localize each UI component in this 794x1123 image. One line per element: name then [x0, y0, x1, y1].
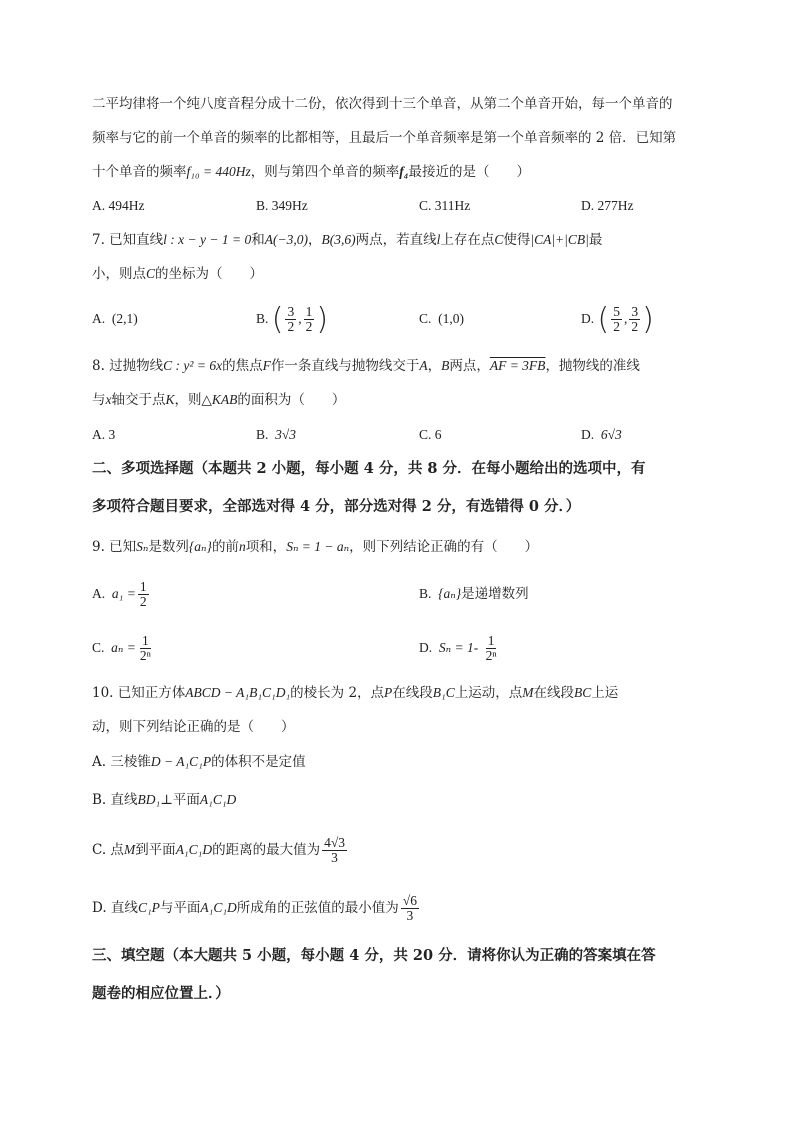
q9-n: n — [238, 539, 246, 554]
q7-text-f: 使得 — [503, 232, 531, 248]
q10-option-d-plane: A₁C₁D — [200, 900, 237, 915]
q10-stem-line1 — [92, 683, 618, 703]
q9-option-b — [419, 584, 529, 604]
q9-option-c-lhs: aₙ = — [111, 640, 136, 655]
q10-option-b — [92, 790, 236, 810]
q8-triangle-kab: KAB — [211, 392, 238, 407]
q10-option-b-line: BD₁ — [137, 792, 161, 807]
q10-option-b-text-b: ⊥平面 — [160, 792, 200, 808]
q8-point-b: B — [441, 358, 450, 373]
q10-option-c-plane: A₁C₁D — [175, 842, 213, 857]
q9-option-b-text: 是递增数列 — [461, 586, 529, 602]
q9-option-b-label: B. — [419, 586, 432, 601]
q10-text-c: 在线段 — [392, 685, 433, 701]
q6-freq4: f₄ — [399, 164, 409, 179]
q10-text-a: 10. 已知正方体 — [92, 685, 186, 701]
q8-option-b-label: B. — [256, 427, 269, 442]
q8-option-d-value: 6√3 — [600, 427, 622, 442]
q7-text-g: 最 — [588, 232, 603, 248]
q7-option-d-frac2: $\frac{3}{2}$ — [631, 304, 639, 335]
q8-option-d — [581, 425, 622, 445]
q8-text-b: 的焦点 — [222, 358, 263, 374]
q7-option-b: B. ( $\frac{3}{2}$ , $\frac{1}{2}$ ) — [256, 301, 329, 337]
q7-option-a-value: (2,1) — [111, 311, 138, 326]
q6-option-a: A. 494Hz — [92, 198, 145, 213]
q7-text-e: 上存在点 — [440, 232, 495, 248]
q10-text-b: 的棱长为 2，点 — [290, 685, 385, 701]
q10-option-d-line: C₁P — [137, 900, 160, 915]
q9-option-c-frac: $\frac{1}{\text{2ⁿ}}$ — [139, 633, 151, 664]
q10-option-d-frac: $\frac{√6}{3}$ — [402, 893, 417, 923]
q8-option-b — [256, 425, 296, 445]
q10-option-d-text-a: D. 直线 — [92, 900, 138, 916]
q8-option-a: A. 3 — [92, 427, 116, 442]
q8-vector-relation: AF = 3FB — [489, 358, 546, 373]
q8-line2-text-d: 的面积为（ ） — [237, 392, 346, 408]
q10-option-a-pyramid: D − A₁C₁P — [150, 754, 212, 769]
q9-sequence: {aₙ} — [188, 539, 212, 554]
q7-text-a: 7. 已知直线 — [92, 232, 164, 248]
section-3-heading-line2: 题卷的相应位置上．） — [92, 985, 230, 1002]
q7-line-equation: l : x − y − 1 = 0 — [163, 232, 252, 247]
q10-option-d-text-c: 所成角的正弦值的最小值为 — [236, 900, 399, 916]
q7-line2-text-b: 的坐标为（ ） — [155, 266, 264, 282]
q7-line2-point-c: C — [146, 266, 156, 281]
q6-text-line3 — [92, 162, 530, 182]
q7-option-d: D. ( $\frac{5}{2}$ , $\frac{3}{2}$ ) — [581, 301, 654, 337]
q7-option-a-label: A. — [92, 311, 106, 326]
q7-stem-line2 — [92, 264, 263, 284]
q9-text-c: 的前 — [211, 539, 239, 555]
q10-point-p: P — [384, 685, 393, 700]
q10-option-a — [92, 752, 306, 772]
q10-segment-bc: BC — [574, 685, 592, 700]
q7-line2-text-a: 小，则点 — [92, 266, 146, 282]
q8-text-e: 两点， — [449, 358, 490, 374]
q6-freq10: f₁₀ = 440Hz — [186, 164, 251, 179]
q10-cube: ABCD − A₁B₁C₁D₁ — [185, 685, 291, 700]
q9-option-c — [92, 628, 155, 668]
q10-text-d: 上运动，点 — [454, 685, 523, 701]
q10-option-a-text-a: A. 三棱锥 — [92, 754, 151, 770]
q9-text-b: 是数列 — [148, 539, 189, 555]
q8-option-b-value: 3√3 — [275, 427, 297, 442]
q10-option-c-point: M — [123, 842, 136, 857]
q9-option-a-label: A. — [92, 586, 106, 601]
q6-option-b: B. 349Hz — [256, 198, 308, 213]
q7-point-a: A(−3,0) — [264, 232, 308, 247]
q8-text-c: 作一条直线与抛物线交于 — [270, 358, 420, 374]
q7-option-b-label: B. — [256, 311, 269, 326]
q9-text-e: ，则下列结论正确的有（ ） — [349, 539, 539, 555]
q9-sn: Sₙ — [136, 539, 149, 554]
q6-option-d: D. 277Hz — [581, 198, 634, 213]
section-3-heading-line1: 三、填空题（本大题共 5 小题，每小题 4 分，共 20 分．请将你认为正确的答案填在答 — [92, 947, 656, 964]
q6-line3-text-a: 十个单音的频率 — [92, 164, 187, 180]
q8-stem-line2 — [92, 390, 345, 410]
q10-option-c — [92, 828, 349, 872]
q10-text-f: 上运 — [591, 685, 619, 701]
q8-line2-text-c: ，则△ — [174, 392, 212, 408]
q6-option-c: C. 311Hz — [419, 198, 471, 213]
q7-option-b-frac1: $\frac{3}{2}$ — [287, 304, 295, 335]
q9-option-d-lhs: Sₙ = 1- — [438, 640, 479, 655]
q7-stem-line1 — [92, 230, 602, 250]
q8-text-a: 8. 过抛物线 — [92, 358, 164, 374]
q8-point-k: K — [165, 392, 175, 407]
q8-option-d-label: D. — [581, 427, 595, 442]
q7-sum-abs: |CA|+|CB| — [530, 232, 589, 247]
q7-option-d-frac1: $\frac{5}{2}$ — [613, 304, 620, 335]
q7-option-c-value: (1,0) — [438, 311, 465, 326]
q10-option-b-plane: A₁C₁D — [199, 792, 237, 807]
section-2-heading-line2: 多项符合题目要求，全部选对得 4 分，部分选对得 2 分，有选错得 0 分．） — [92, 498, 581, 515]
q10-point-m: M — [522, 685, 534, 700]
q8-x-axis: x — [105, 392, 112, 407]
q7-option-a — [92, 309, 138, 329]
q10-option-c-text-b: 到平面 — [135, 842, 176, 858]
q7-point-b: B(3,6) — [321, 232, 356, 247]
q8-text-f: ，抛物线的准线 — [545, 358, 640, 374]
q7-text-b: 和 — [251, 232, 265, 248]
q8-point-a: A — [419, 358, 428, 373]
q10-stem-line2: 动，则下列结论正确的是（ ） — [92, 719, 295, 735]
q8-line2-text-b: 轴交于点 — [111, 392, 166, 408]
q6-line3-text-c: 最接近的是（ ） — [408, 164, 530, 180]
q6-text-line1: 二平均律将一个纯八度音程分成十二份，依次得到十三个单音，从第二个单音开始，每一个单音的 — [92, 96, 673, 112]
q6-text-line2: 频率与它的前一个单音的频率的比都相等，且最后一个单音频率是第一个单音频率的 2 倍．已知第 — [92, 130, 677, 146]
q8-parabola-equation: C : y² = 6x — [163, 358, 223, 373]
q7-option-c — [419, 309, 464, 329]
q10-option-c-text-c: 的距离的最大值为 — [212, 842, 321, 858]
q10-text-e: 在线段 — [533, 685, 574, 701]
q9-option-d-frac: $\frac{1}{\text{2ⁿ}}$ — [485, 633, 497, 664]
q7-point-c: C — [494, 232, 504, 247]
q9-text-d: 项和， — [245, 539, 287, 555]
q9-stem — [92, 537, 538, 557]
q9-text-a: 9. 已知 — [92, 539, 137, 555]
q9-option-a-lhs: a₁ = — [111, 586, 136, 601]
q7-line-l: l — [436, 232, 441, 247]
q7-text-d: 两点，若直线 — [355, 232, 437, 248]
q6-line3-text-b: ，则与第四个单音的频率 — [250, 164, 400, 180]
q10-option-b-text-a: B. 直线 — [92, 792, 138, 808]
q7-option-b-frac2: $\frac{1}{2}$ — [305, 304, 313, 335]
q7-option-d-label: D. — [581, 311, 595, 326]
q8-option-c: C. 6 — [419, 427, 442, 442]
q9-option-a — [92, 574, 151, 614]
q8-line2-text-a: 与 — [92, 392, 106, 408]
q9-option-c-label: C. — [92, 640, 105, 655]
q7-text-c: ， — [307, 232, 322, 248]
q8-focus-f: F — [262, 358, 271, 373]
q10-segment-b1c: B₁C — [432, 685, 455, 700]
q8-stem-line1 — [92, 356, 640, 376]
q8-text-d: ， — [427, 358, 442, 374]
q10-option-c-text-a: C. 点 — [92, 842, 124, 858]
q9-option-a-frac: $\frac{1}{2}$ — [139, 579, 147, 610]
section-2-heading-line1: 二、多项选择题（本题共 2 小题，每小题 4 分，共 8 分．在每小题给出的选项中，有 — [92, 460, 646, 477]
q7-option-c-label: C. — [419, 311, 432, 326]
q10-option-c-frac: $\frac{4√3}{3}$ — [324, 835, 345, 865]
q9-relation: Sₙ = 1 − aₙ — [286, 539, 350, 554]
q9-option-b-sequence: {aₙ} — [438, 586, 462, 601]
q9-option-d-label: D. — [419, 640, 433, 655]
q9-option-d — [419, 628, 501, 668]
q10-option-d — [92, 886, 421, 930]
q10-option-d-text-b: 与平面 — [159, 900, 201, 916]
q10-option-a-text-b: 的体积不是定值 — [211, 754, 306, 770]
